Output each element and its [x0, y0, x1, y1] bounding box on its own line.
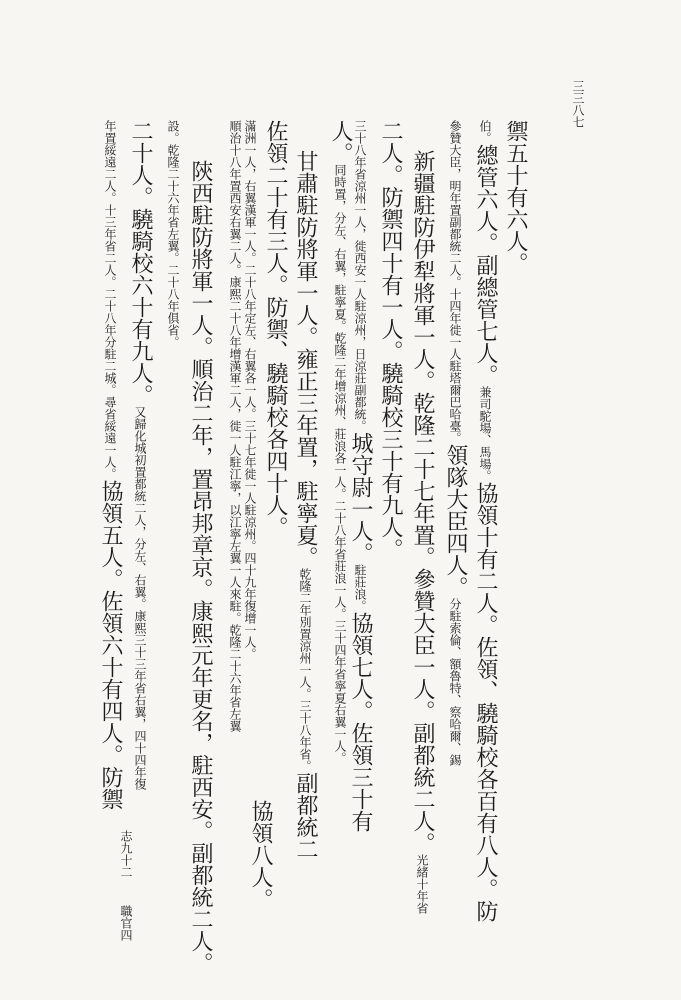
text-line: 協領七人。佐領三十有	[348, 612, 373, 832]
text-column-10	[349, 120, 371, 832]
text-column-7: 佐領二十有三人。防禦、驍騎校各四十人。	[263, 120, 288, 538]
text-column-14	[474, 120, 496, 922]
text-line: 副都統二	[293, 772, 318, 860]
text-line: 又歸化城初置都統二人，分左、右翼。康熙三十三年省右翼，四十四年復	[133, 406, 147, 790]
text-line: 三十八年省涼州一人，徙西安一人駐涼州，日涼莊副都統。	[353, 120, 367, 432]
chapter-head: 志九十二	[119, 830, 133, 878]
text-line: 同時置，分左、右翼，駐寧夏。乾隆二年增涼州、莊浪各一人。二十八年省莊浪一人。三十四年省寧夏右翼一人。	[333, 164, 347, 764]
section-head: 職官四	[119, 905, 133, 941]
text-line: 城守尉一人。	[348, 432, 373, 564]
text-line: 總管六人。副總管七人。	[473, 144, 498, 386]
text-line: 伯。	[478, 120, 492, 144]
text-line: 乾隆二年別置涼州一人。三十八年省。	[298, 568, 312, 772]
text-column-8	[294, 150, 316, 860]
text-line: 參贊大臣，明年置副都統二人。十四年徙一人駐塔爾巴哈臺。	[448, 120, 462, 444]
text-line: 光緒十年省	[415, 854, 429, 914]
text-column-6b: 協領八人。	[248, 800, 273, 910]
text-column-2	[129, 120, 151, 790]
text-line: 駐莊浪。	[353, 564, 367, 612]
text-line: 協領五人。佐領六十有四人。防禦	[98, 480, 123, 810]
text-line: 設。乾隆二十六年省左翼。二十八年俱省。	[166, 120, 180, 348]
text-line: 甘肅駐防將軍一人。雍正三年置，駐寧夏。	[293, 150, 318, 568]
text-line: 分駐索倫、額魯特、察哈爾、錫	[448, 598, 462, 766]
text-column-12	[411, 150, 433, 914]
text-column-15: 禦五十有六人。	[503, 120, 528, 274]
text-line: 人。	[328, 120, 353, 164]
text-column-3	[165, 120, 181, 348]
text-column-11: 二人。防禦四十有一人。驍騎校三十有九人。	[378, 120, 403, 560]
text-column-6: 滿洲一人，右翼漢軍一人。二十八年定左、右翼各一人。三十七年徙一人駐涼州。四十九年復增一人。	[243, 120, 257, 660]
text-line: 新疆駐防伊犁將軍一人。乾隆二十七年置。參贊大臣一人。副都統二人。	[410, 150, 435, 854]
text-column-5: 順治十八年置西安右翼二人。康熙二十八年增漢軍二人，徙一人駐江寧，以江寧左翼一人來駐。乾隆二十六年省左翼	[228, 120, 242, 732]
page-number: 三三八七	[571, 80, 585, 128]
text-column-1	[99, 120, 121, 810]
text-column-4: 陝西駐防將軍一人。順治二年，置昂邦章京。康熙元年更名，駐西安。副都統二人。	[188, 160, 213, 974]
text-line: 領隊大臣四人。	[443, 444, 468, 598]
text-line: 兼司駝場、馬場。	[478, 386, 492, 482]
text-line: 二十人。驍騎校六十有九人。	[128, 120, 153, 406]
text-line: 協領十有二人。佐領、驍騎校各百有八人。防	[473, 482, 498, 922]
text-column-13	[444, 120, 466, 766]
text-line: 年置綏遠二人。十三年省二人。二十八年分駐二城。尋省綏遠一人。	[103, 120, 117, 480]
